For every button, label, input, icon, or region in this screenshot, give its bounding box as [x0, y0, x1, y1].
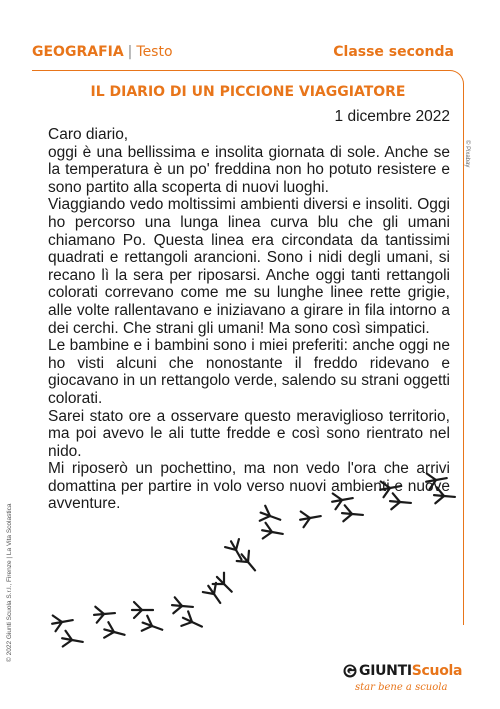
- bird-footprint-icon: [431, 483, 457, 509]
- logo-brand-main: GIUNTI: [359, 663, 412, 679]
- logo-brand: [359, 663, 462, 679]
- bird-footprint-icon: [296, 504, 324, 532]
- diary-paragraph: Mi riposerò un pochettino, ma non vedo l'ora che arrivi domattina per partire in volo verso nuovi ambienti e nuove avventure.: [48, 460, 450, 513]
- document-title: IL DIARIO DI UN PICCIONE VIAGGIATORE: [90, 84, 406, 100]
- diary-paragraph: Le bambine e i bambini sono i miei preferiti: anche oggi ne ho visti alcuni che nonostante il freddo ridevano e giocavano in un rettangolo verde, salendo su strani oggetti colorati.: [48, 337, 450, 407]
- copyright-credit: © 2022 Giunti Scuola S.r.l., Firenze | La Vita Scolastica: [6, 503, 13, 662]
- header-left: [32, 44, 173, 60]
- bird-footprint-icon: [258, 518, 286, 546]
- subject-label: GEOGRAFIA: [32, 44, 124, 60]
- diary-greeting: Caro diario,: [48, 126, 129, 143]
- footprint-trail: [40, 468, 470, 648]
- bird-footprint-icon: [387, 489, 413, 515]
- bird-footprint-icon: [99, 617, 128, 646]
- giunti-g-icon: [343, 664, 357, 678]
- logo-tagline: star bene a scuola: [355, 682, 448, 693]
- bird-footprint-icon: [58, 626, 86, 654]
- image-credit: © Pixabay: [464, 140, 470, 168]
- bird-footprint-icon: [339, 501, 365, 527]
- diary-paragraph: Sarei stato ore a osservare questo meraviglioso territorio, ma poi avevo le ali tutte fredde e così sono rientrato nel nido.: [48, 407, 450, 460]
- diary-paragraph: Viaggiando vedo moltissimi ambienti diversi e insoliti. Oggi ho percorso una lunga linea curva blu che gli umani chiamano Po. Questa linea era circondata da tantissimi quadrati e rettangoli arancioni. Sono i nidi degli umani, si recano lì la sera per riposarsi. Anche oggi tanti rettangoli colorati correvano come me su lunghe linee rette grigie, alle volte rallentavano e iniziavano a girare in fila intorno a dei cerchi. Che strani gli umani! Ma sono così simpatici.: [48, 196, 450, 337]
- section-label: Testo: [136, 44, 173, 60]
- page-header: [32, 44, 454, 64]
- diary-date: 1 dicembre 2022: [334, 108, 450, 125]
- header-separator: |: [127, 44, 133, 60]
- diary-body: [48, 126, 450, 513]
- logo-brand-accent: Scuola: [411, 663, 463, 679]
- class-label: Classe seconda: [333, 44, 454, 60]
- diary-paragraph: oggi è una bellissima e insolita giornata di sole. Anche se la temperatura è un po' freddina non ho potuto resistere e sono partito alla scoperta di nuovi luoghi.: [48, 143, 450, 196]
